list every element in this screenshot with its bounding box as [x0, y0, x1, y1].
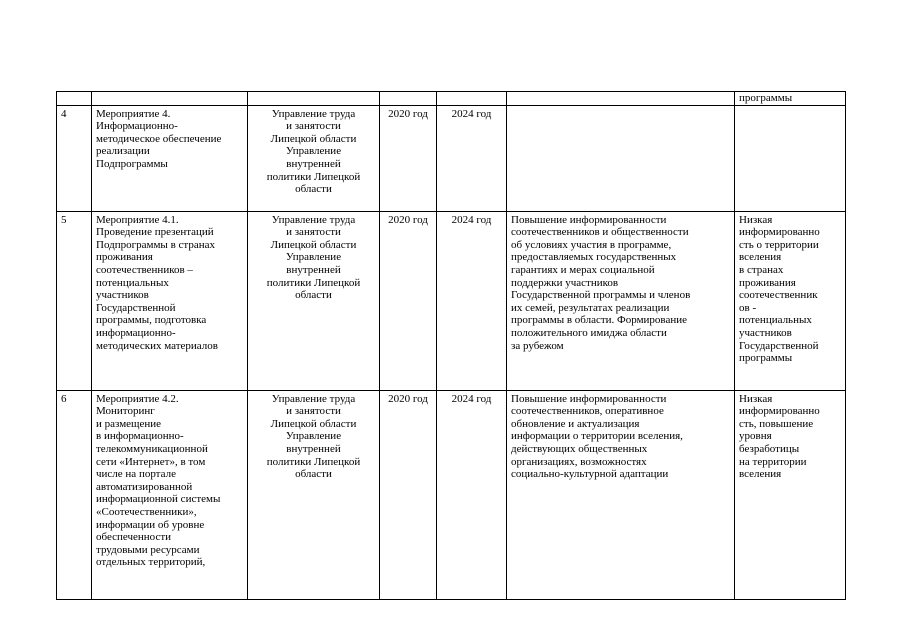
table-row — [57, 390, 846, 599]
text-line: информационно- — [96, 326, 176, 339]
text-line: политики Липецкой — [266, 170, 361, 183]
text-line: внутренней — [286, 263, 341, 276]
text-line: в странах — [739, 263, 784, 276]
text-line: внутренней — [286, 442, 341, 455]
text-line: Проведение презентаций — [96, 226, 214, 239]
start-year: 2020 год — [380, 211, 437, 390]
text-line: трудовыми ресурсами — [96, 543, 200, 556]
text-line: участников — [739, 326, 792, 339]
text-line: области — [295, 289, 332, 302]
text-line: внутренней — [286, 157, 341, 170]
end-year: 2024 год — [437, 105, 507, 211]
text-line: реализации — [96, 145, 150, 158]
text-line: Повышение информированности — [511, 213, 667, 226]
text-line: Управление — [285, 430, 342, 443]
cell-start — [380, 92, 437, 106]
text-line: участников — [96, 289, 149, 302]
text-line: телекоммуникационной — [96, 442, 208, 455]
table-row — [57, 211, 846, 390]
text-line: сть, повышение — [739, 417, 814, 430]
text-line: Управление труда — [271, 107, 356, 120]
executor — [248, 211, 380, 390]
text-line: ов - — [739, 301, 757, 314]
text-line: потенциальных — [96, 276, 169, 289]
table-row — [57, 105, 846, 211]
start-year: 2020 год — [380, 105, 437, 211]
text-line: Липецкой области — [270, 417, 357, 430]
text-line: программы — [739, 92, 793, 104]
event-name — [92, 390, 248, 599]
expected-result — [507, 211, 735, 390]
text-line: информации об уровне — [96, 518, 205, 531]
cell-event — [92, 92, 248, 106]
text-line: положительного имиджа области — [511, 326, 667, 339]
consequences — [735, 105, 846, 211]
text-line: Подпрограммы — [96, 157, 168, 170]
text-line: Липецкой области — [270, 132, 357, 145]
text-line: программы в области. Формирование — [511, 314, 688, 327]
cell-consequences — [735, 92, 846, 106]
text-line: Управление труда — [271, 213, 356, 226]
text-line: уровня — [739, 430, 772, 443]
text-line: Информационно- — [96, 120, 178, 133]
table-row-continuation — [57, 92, 846, 106]
text-line: информации о территории вселения, — [511, 430, 683, 443]
text-line: политики Липецкой — [266, 455, 361, 468]
expected-result — [507, 105, 735, 211]
text-line: Низкая — [739, 213, 773, 226]
row-number: 6 — [57, 390, 92, 599]
text-line: Управление труда — [271, 392, 356, 405]
text-line: Мероприятие 4.1. — [96, 213, 179, 226]
text-line: Мониторинг — [96, 405, 155, 418]
text-line: автоматизированной — [96, 480, 193, 493]
text-line: обеспеченности — [96, 531, 172, 544]
text-line: об условиях участия в программе, — [511, 238, 672, 251]
expected-result — [507, 390, 735, 599]
consequences — [735, 211, 846, 390]
text-line: информационной системы — [96, 493, 221, 506]
event-name — [92, 105, 248, 211]
text-line: соотечественников – — [96, 263, 193, 276]
text-line: за рубежом — [511, 339, 564, 352]
text-line: действующих общественных — [511, 442, 648, 455]
cell-result — [507, 92, 735, 106]
end-year: 2024 год — [437, 211, 507, 390]
text-line: области — [295, 183, 332, 196]
text-line: соотечественник — [739, 289, 818, 302]
text-line: Государственной — [739, 339, 819, 352]
text-line: программы — [739, 352, 793, 365]
text-line: программы, подготовка — [96, 314, 207, 327]
text-line: информированно — [739, 226, 820, 239]
text-line: Государственной программы и членов — [511, 289, 691, 302]
text-line: Мероприятие 4. — [96, 107, 171, 120]
text-line: сть о территории — [739, 238, 819, 251]
end-year: 2024 год — [437, 390, 507, 599]
text-line: в информационно- — [96, 430, 184, 443]
text-line: вселения — [739, 468, 782, 481]
row-number: 5 — [57, 211, 92, 390]
executor — [248, 105, 380, 211]
text-line: соотечественников, оперативное — [511, 405, 664, 418]
text-line: Государственной — [96, 301, 176, 314]
cell-num — [57, 92, 92, 106]
text-line: Низкая — [739, 392, 773, 405]
cell-end — [437, 92, 507, 106]
text-line: вселения — [739, 251, 782, 264]
text-line: Подпрограммы в странах — [96, 238, 215, 251]
text-line: сети «Интернет», в том — [96, 455, 206, 468]
text-line: и занятости — [286, 120, 341, 133]
row-number: 4 — [57, 105, 92, 211]
text-line: отдельных территорий, — [96, 556, 206, 569]
text-line: Повышение информированности — [511, 392, 667, 405]
text-line: предоставляемых государственных — [511, 251, 677, 264]
event-name — [92, 211, 248, 390]
text-line: безработицы — [739, 442, 800, 455]
text-line: числе на портале — [96, 468, 176, 481]
text-line: политики Липецкой — [266, 276, 361, 289]
text-line: гарантиях и мерах социальной — [511, 263, 655, 276]
text-line: Управление — [285, 145, 342, 158]
text-line: Управление — [285, 251, 342, 264]
program-events-table — [56, 91, 846, 600]
text-line: и размещение — [96, 417, 162, 430]
text-line: методическое обеспечение — [96, 132, 222, 145]
consequences — [735, 390, 846, 599]
text-line: Мероприятие 4.2. — [96, 392, 179, 405]
text-line: поддержки участников — [511, 276, 619, 289]
text-line: потенциальных — [739, 314, 812, 327]
text-line: Липецкой области — [270, 238, 357, 251]
text-line: методических материалов — [96, 339, 218, 352]
text-line: области — [295, 468, 332, 481]
text-line: социально-культурной адаптации — [511, 468, 669, 481]
executor — [248, 390, 380, 599]
text-line: проживания — [739, 276, 796, 289]
text-line: «Соотечественники», — [96, 505, 197, 518]
text-line: информированно — [739, 405, 820, 418]
text-line: проживания — [96, 251, 153, 264]
text-line: их семей, результатах реализации — [511, 301, 670, 314]
cell-executor — [248, 92, 380, 106]
text-line: обновление и актуализация — [511, 417, 640, 430]
start-year: 2020 год — [380, 390, 437, 599]
text-line: и занятости — [286, 405, 341, 418]
text-line: и занятости — [286, 226, 341, 239]
text-line: соотечественников и общественности — [511, 226, 689, 239]
text-line: организациях, возможностях — [511, 455, 647, 468]
text-line: на территории — [739, 455, 807, 468]
